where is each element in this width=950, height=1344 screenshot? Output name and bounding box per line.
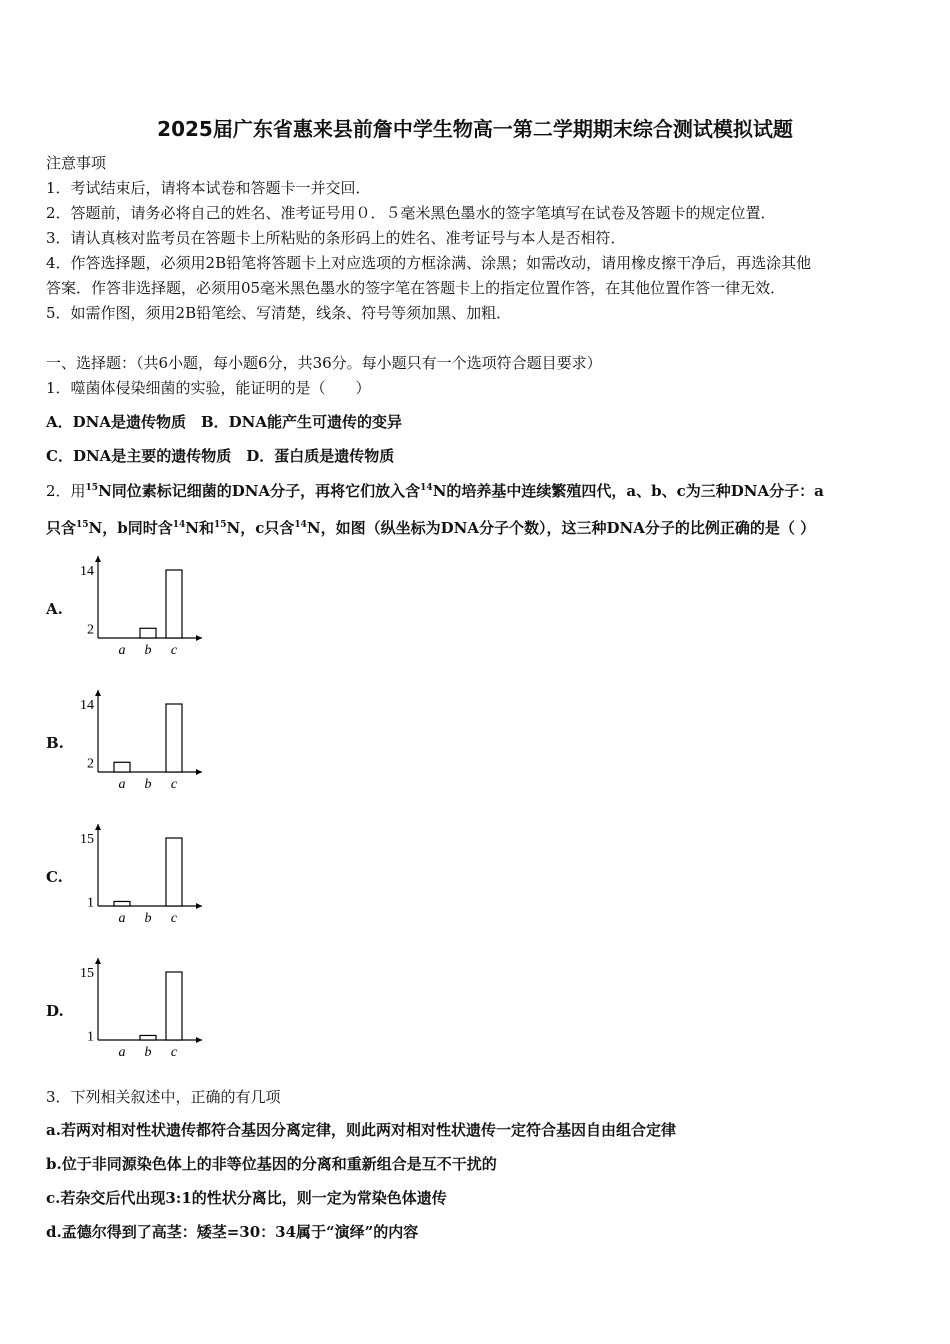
y-tick-label-min: 2 (87, 622, 94, 638)
bar-c (166, 704, 182, 772)
chart-svg (70, 816, 220, 931)
q1-stem: 1．噬菌体侵染细菌的实验，能证明的是（ ） (46, 379, 371, 397)
bar-b (140, 1035, 156, 1040)
q2-text: N，c只含 (226, 519, 295, 537)
q1-options-row2: C．DNA是主要的遗传物质 D．蛋白质是遗传物质 (46, 447, 395, 465)
category-label-c: c (170, 911, 178, 926)
x-axis-arrow (196, 1037, 202, 1043)
chart-svg (70, 548, 220, 663)
y-tick-label-max: 14 (80, 698, 94, 713)
category-label-c: c (170, 1045, 178, 1060)
y-tick-label-max: 14 (80, 564, 94, 579)
q2-text: N的培养基中连续繁殖四代，a、b、c为三种DNA分子：a (432, 482, 824, 500)
bar-c (166, 972, 182, 1040)
chart-option-d (70, 950, 220, 1065)
notice-item-3: 3．请认真核对监考员在答题卡上所粘贴的条形码上的姓名、准考证号与本人是否相符． (46, 229, 626, 247)
superscript: 14 (294, 520, 307, 530)
q3-statement-a: a.若两对相对性状遗传都符合基因分离定律，则此两对相对性状遗传一定符合基因自由组合定律 (46, 1121, 676, 1139)
y-tick-label-min: 2 (87, 756, 94, 772)
chart-svg (70, 682, 220, 797)
x-axis-arrow (196, 635, 202, 641)
y-axis-arrow (95, 690, 101, 696)
y-tick-label-max: 15 (80, 966, 94, 981)
chart-option-b (70, 682, 220, 797)
chart-svg (70, 950, 220, 1065)
category-label-a: a (118, 1045, 126, 1060)
category-label-a: a (118, 911, 126, 926)
option-a-label[interactable]: A. (46, 600, 63, 618)
category-label-b: b (144, 777, 152, 792)
category-label-a: a (118, 643, 126, 658)
chart-option-c (70, 816, 220, 931)
notice-heading: 注意事项 (46, 154, 107, 172)
chart-option-a (70, 548, 220, 663)
bar-b (140, 628, 156, 638)
y-tick-label-max: 15 (80, 832, 94, 847)
category-label-b: b (144, 643, 152, 658)
category-label-b: b (144, 911, 152, 926)
q2-text: N，b同时含 (88, 519, 173, 537)
q3-statement-d: d.孟德尔得到了高茎：矮茎=30：34属于“演绎”的内容 (46, 1223, 419, 1241)
category-label-c: c (170, 777, 178, 792)
superscript: 15 (76, 520, 89, 530)
y-tick-label-min: 1 (87, 895, 94, 911)
y-axis-arrow (95, 556, 101, 562)
option-c-label[interactable]: C. (46, 868, 63, 886)
bar-a (114, 762, 130, 772)
section-heading: 一、选择题：（共6小题，每小题6分，共36分。每小题只有一个选项符合题目要求） (46, 354, 602, 372)
q2-stem-line2 (46, 517, 815, 538)
y-axis-arrow (95, 824, 101, 830)
bar-c (166, 570, 182, 638)
notice-item-2: 2．答题前，请务必将自己的姓名、准考证号用０．５毫米黑色墨水的签字笔填写在试卷及答题卡的规定位置． (46, 204, 776, 222)
bar-c (166, 838, 182, 906)
option-d-label[interactable]: D. (46, 1002, 64, 1020)
q2-text: N和 (185, 519, 214, 537)
q2-stem-line1 (46, 480, 824, 501)
q2-text: 只含 (46, 519, 77, 537)
q2-text: 2．用 (46, 482, 86, 500)
superscript: 15 (85, 483, 99, 493)
option-b-label[interactable]: B. (46, 734, 64, 752)
notice-item-5: 5．如需作图，须用2B铅笔绘、写清楚，线条、符号等须加黑、加粗． (46, 304, 512, 322)
y-tick-label-min: 1 (87, 1029, 94, 1045)
q2-text: N同位素标记细菌的DNA分子，再将它们放入含 (98, 482, 421, 500)
notice-item-1: 1．考试结束后，请将本试卷和答题卡一并交回． (46, 179, 371, 197)
superscript: 15 (214, 520, 227, 530)
superscript: 14 (172, 520, 186, 530)
q3-statement-b: b.位于非同源染色体上的非等位基因的分离和重新组合是互不干扰的 (46, 1155, 497, 1173)
superscript: 14 (420, 483, 433, 493)
bar-a (114, 901, 130, 906)
x-axis-arrow (196, 903, 202, 909)
notice-item-4-cont: 答案．作答非选择题，必须用05毫米黑色墨水的签字笔在答题卡上的指定位置作答，在其他位置作答一律无效． (46, 279, 786, 297)
x-axis-arrow (196, 769, 202, 775)
q3-statement-c: c.若杂交后代出现3:1的性状分离比，则一定为常染色体遗传 (46, 1189, 447, 1207)
notice-item-4: 4．作答选择题，必须用2B铅笔将答题卡上对应选项的方框涂满、涂黑；如需改动，请用橡皮擦干净后，再选涂其他 (46, 254, 812, 272)
page-title: 2025届广东省惠来县前詹中学生物高一第二学期期末综合测试模拟试题 (157, 117, 793, 141)
category-label-c: c (170, 643, 178, 658)
category-label-b: b (144, 1045, 152, 1060)
y-axis-arrow (95, 958, 101, 964)
category-label-a: a (118, 777, 126, 792)
q1-options-row1: A．DNA是遗传物质 B．DNA能产生可遗传的变异 (46, 413, 403, 431)
q2-text: N，如图（纵坐标为DNA分子个数），这三种DNA分子的比例正确的是（ ） (306, 519, 816, 537)
q3-stem: 3．下列相关叙述中，正确的有几项 (46, 1088, 281, 1106)
